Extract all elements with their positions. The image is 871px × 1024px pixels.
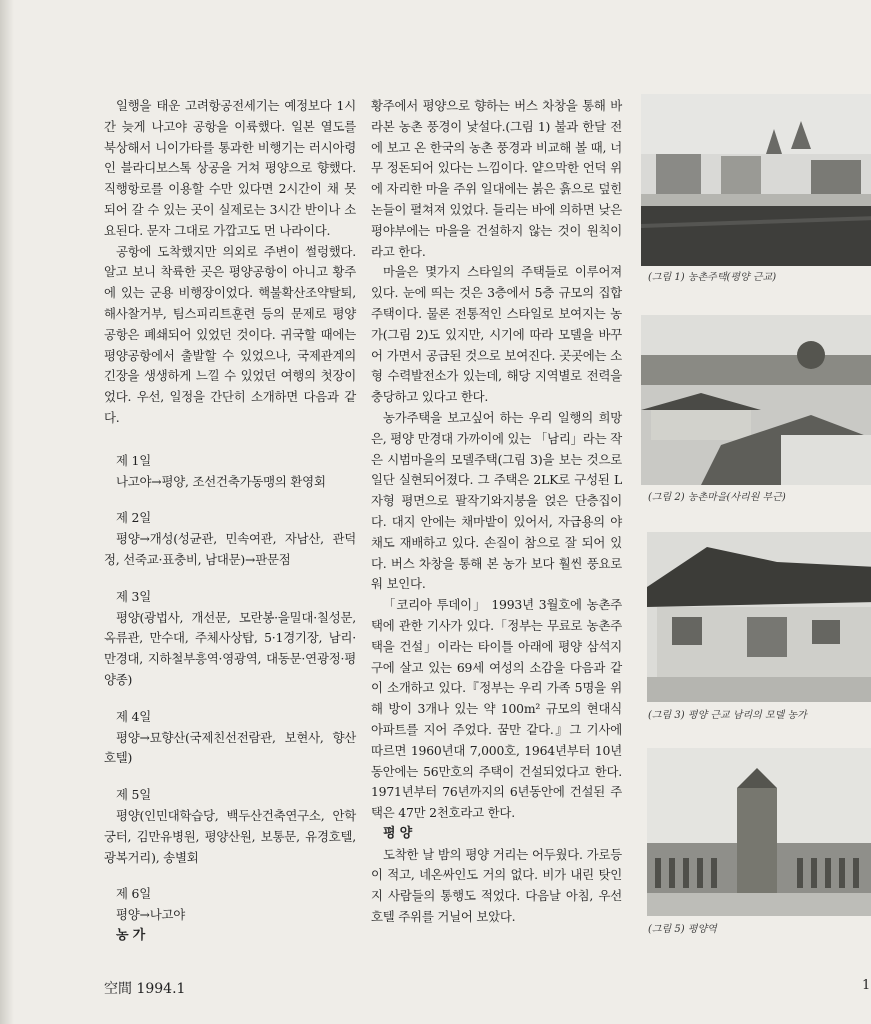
mid-paragraph-1: 황주에서 평양으로 향하는 버스 차창을 통해 바라본 농촌 풍경이 낯설다.(그림 1) 불과 한달 전에 보고 온 한국의 농촌 풍경과 비교해 볼 때, 너무 정돈되어 있다는 느낌이다. 얕으막한 언덕 위에 자리한 마을 주위 일대에는 붉은 흙으로 덮힌 논들이 펼쳐져 있었다. 들리는 바에 의하면 낮은 평야부에는 마을을 건설하지 않는 것이 원칙이라고 한다.: [371, 98, 622, 259]
day-body: 평양(광법사, 개선문, 모란봉·을밀대·칠성문, 옥류관, 만수대, 주체사상탑, 5·1경기장, 남리·만경대, 지하철부흥역·영광역, 대동문·연광정·평양종): [104, 609, 356, 687]
itinerary-day-4: [104, 707, 356, 769]
itinerary-day-5: [104, 785, 356, 868]
section-heading-farmhouse: 농 가: [116, 927, 146, 943]
itinerary-day-3: [104, 587, 356, 691]
middle-column: [371, 96, 622, 928]
day-body: 나고야→평양, 조선건축가동맹의 환영회: [116, 473, 326, 489]
day-body: 평양→개성(성균관, 민속여관, 자남산, 관덕정, 선죽교·표충비, 남대문)→판문점: [104, 531, 356, 567]
page-binding-edge: [0, 0, 14, 1024]
mid-paragraph-2: 마을은 몇가지 스타일의 주택들로 이루어져 있다. 눈에 띄는 것은 3층에서 5층 규모의 집합주택이다. 물론 전통적인 스타일로 보여지는 농가(그림 2)도 있지만, 시기에 따라 모델을 바꾸어 가면서 공급된 것으로 보여진다. 곳곳에는 소형 수력발전소가 있는데, 해당 지역별로 전력을 충당하고 있다고 한다.: [371, 264, 622, 405]
mid-paragraph-3: 농가주택을 보고싶어 하는 우리 일행의 희망은, 평양 만경대 가까이에 있는 「남리」라는 작은 시범마을의 모델주택(그림 3)을 보는 것으로 일단 실현되어졌다. 그 주택은 2LK로 구성된 L자형 평면으로 팔작기와지붕을 얹은 단층집이다. 대지 안에는 채마밭이 있어서, 자급용의 야채도 재배하고 있다. 손질이 참으로 잘 되어 있다. 버스 차창을 통해 본 농가 보다 훨씬 풍요로워 보인다.: [371, 409, 622, 592]
day-body: 평양→묘향산(국제친선전람관, 보현사, 향산호텔): [104, 729, 356, 766]
left-column: [104, 96, 356, 947]
itinerary-day-6: [104, 884, 356, 926]
magazine-footer: 空間 1994.1: [104, 981, 186, 997]
caption-photo-3: (그림 3) 평양 근교 남리의 모델 농가: [648, 710, 807, 721]
caption-photo-1: (그림 1) 농촌주택(평양 근교): [648, 272, 777, 283]
photo-rural-housing: [641, 94, 871, 266]
mid-paragraph-4: 「코리아 투데이」 1993년 3월호에 농촌주택에 관한 기사가 있다.「정부는 무료로 농촌주택을 건설」이라는 타이틀 아래에 평양 삼석지구에 살고 있는 69세 여성의 소감을 다음과 같이 소개하고 있다.『정부는 우리 가족 5명을 위해 방이 3개나 있는 약 100m² 규모의 현대식 아파트를 지어 주었다. 꿈만 같다.』그 기사에 따르면 1960년대 7,000호, 1964년부터 10년 동안에는 56만호의 주택이 건설되었다고 한다. 1971년부터 76년까지의 6년동안에 건설된 주택은 47만 2천호라고 한다.: [371, 597, 622, 821]
photo-pyongyang-station: [647, 748, 871, 916]
photo-rural-village: [641, 315, 871, 485]
photo-model-farmhouse: [647, 532, 871, 702]
day-body: 평양(인민대학습당, 백두산건축연구소, 안학궁터, 김만유병원, 평양산원, 보통문, 유경호텔, 광복거리), 송별회: [104, 807, 356, 865]
day-label: 제 5일: [116, 787, 151, 803]
intro-paragraph-2: 공항에 도착했지만 의외로 주변이 썰렁했다. 알고 보니 착륙한 곳은 평양공항이 아니고 황주에 있는 군용 비행장이었다. 핵불확산조약탈퇴, 해사찰거부, 팀스피리트훈련 등의 문제로 평양공항은 폐쇄되어 있었던 것이다. 귀국할 때에는 평양공항에서 출발할 수 있었으나, 국제관계의 긴장을 생생하게 느낄 수 있었던 여행의 첫장이었다. 우선, 일정을 간단히 소개하면 다음과 같다.: [104, 243, 356, 425]
itinerary-day-2: [104, 508, 356, 570]
page-number: 1: [862, 978, 871, 993]
day-label: 제 3일: [116, 588, 151, 604]
day-label: 제 2일: [116, 510, 151, 526]
day-body: 평양→나고야: [116, 907, 186, 923]
intro-paragraph-1: 일행을 태운 고려항공전세기는 예정보다 1시간 늦게 나고야 공항을 이륙했다. 일본 열도를 북상해서 니이가타를 통과한 비행기는 러시아령인 블라디보스톡 상공을 거쳐 평양으로 향했다. 직행항로를 이용할 수만 있다면 2시간이 채 못되어 갈 수 있는 곳이 실제로는 3시간 반이나 소요된다. 문자 그대로 가깝고도 먼 나라이다.: [104, 98, 356, 238]
mid-paragraph-final: 도착한 날 밤의 평양 거리는 어두웠다. 가로등이 적고, 네온싸인도 거의 없다. 비가 내린 탓인지 사람들의 통행도 적었다. 다음날 아침, 우선 호텔 주위를 거닐어 보았다.: [371, 846, 622, 925]
day-label: 제 6일: [116, 886, 151, 902]
day-label: 제 1일: [116, 452, 151, 468]
day-label: 제 4일: [116, 708, 151, 724]
caption-photo-2: (그림 2) 농촌마을(사리원 부근): [648, 492, 786, 503]
section-heading-pyongyang: 평 양: [383, 825, 413, 841]
itinerary-day-1: [104, 451, 356, 493]
caption-photo-5: (그림 5) 평양역: [648, 924, 717, 935]
